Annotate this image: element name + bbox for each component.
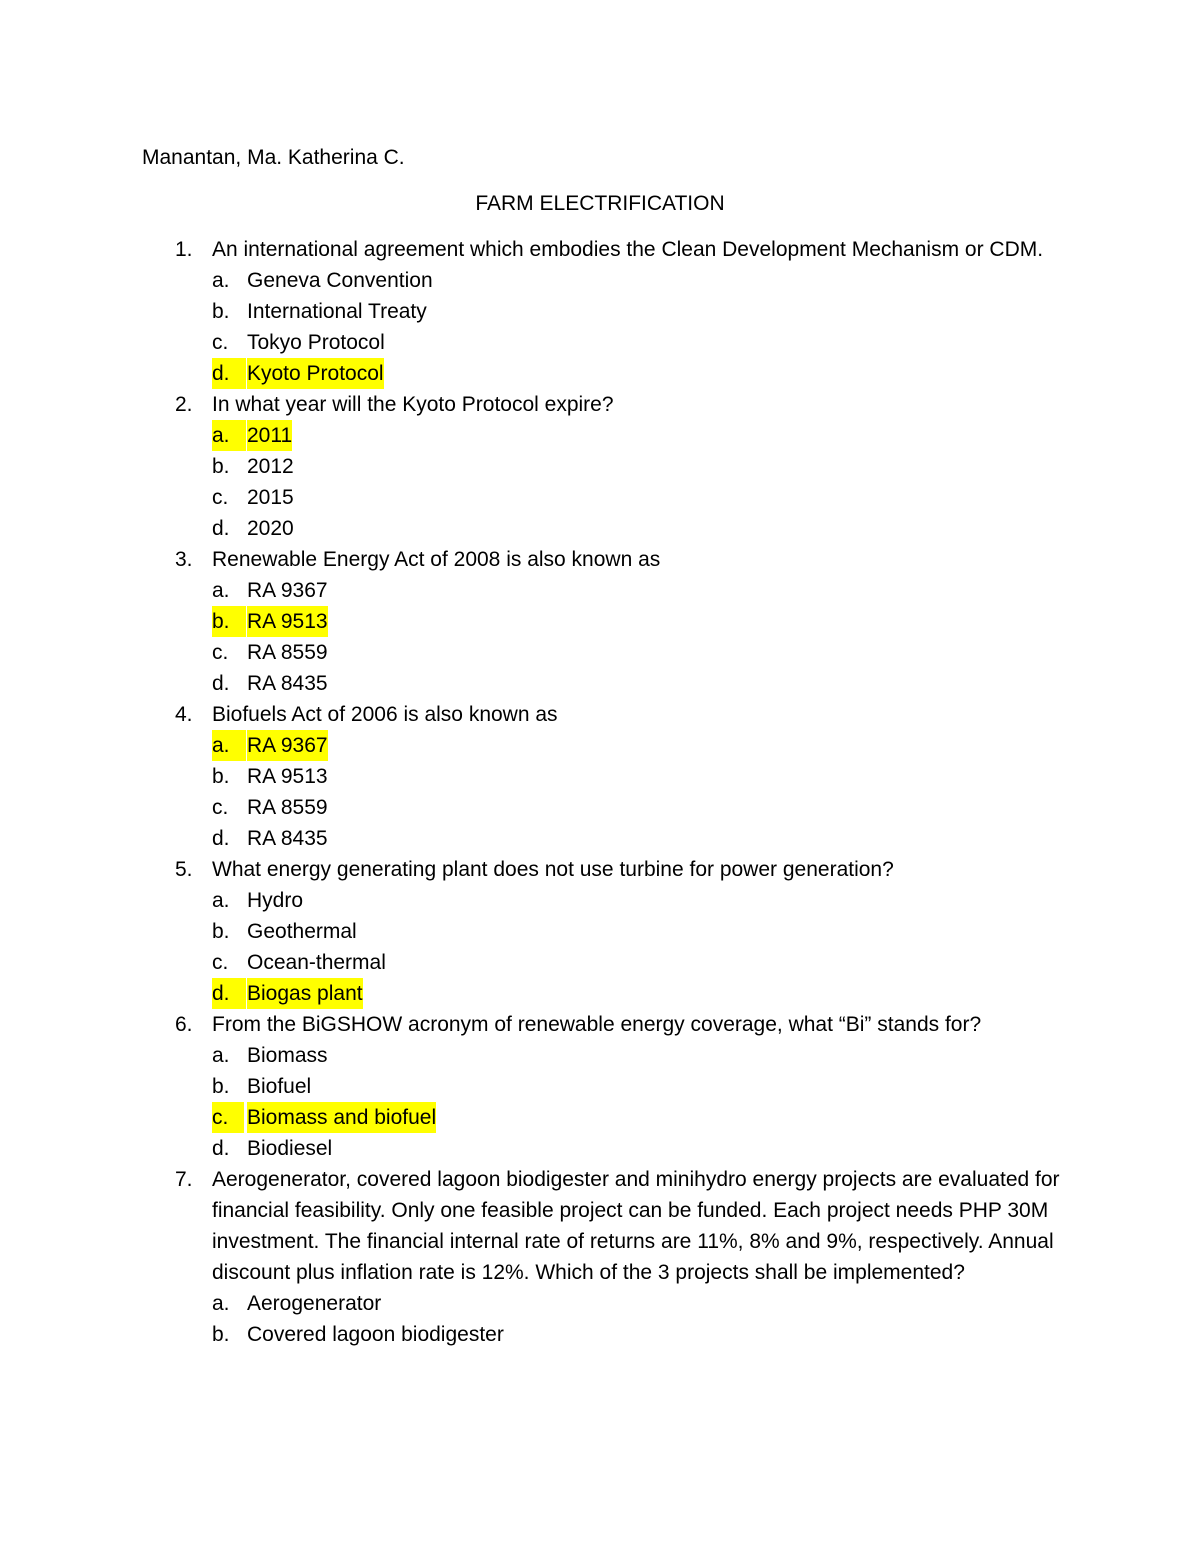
answer-option	[0, 482, 1200, 513]
option-letter: b.	[212, 1075, 230, 1098]
question-text: Aerogenerator, covered lagoon biodigester and minihydro energy projects are evaluated for financial feasibility. Only one feasible project can be funded. Each project needs PHP 30M investment. The financial internal rate of returns are 11%, 8% and 9%, respectively. Annual discount plus inflation rate is 12%. Which of the 3 projects shall be implemented?	[212, 1168, 1060, 1284]
option-text: 2020	[247, 517, 294, 540]
question-stem	[0, 389, 1072, 420]
question-text: An international agreement which embodies the Clean Development Mechanism or CDM.	[212, 238, 1044, 261]
answer-option	[0, 668, 1200, 699]
option-text: RA 8559	[247, 641, 328, 664]
option-text: Biodiesel	[247, 1137, 333, 1160]
answer-option	[0, 1133, 1200, 1164]
question-item	[0, 854, 1200, 1009]
question-item	[0, 544, 1200, 699]
option-text: Biogas plant	[247, 978, 363, 1009]
question-item	[0, 1164, 1200, 1350]
answer-option-highlighted	[0, 978, 1200, 1009]
answer-option	[0, 947, 1200, 978]
option-text: Biomass and biofuel	[247, 1102, 436, 1133]
option-letter: d.	[212, 827, 230, 850]
question-item	[0, 1009, 1200, 1164]
answer-option	[0, 1040, 1200, 1071]
option-letter: c.	[212, 641, 229, 664]
question-list	[0, 234, 1200, 1350]
question-stem	[0, 1164, 1072, 1288]
option-text: International Treaty	[247, 300, 427, 323]
answer-option	[0, 1288, 1200, 1319]
option-text: RA 8435	[247, 827, 328, 850]
option-text: RA 9513	[247, 606, 328, 637]
option-letter: d.	[212, 1137, 230, 1160]
option-letter: b.	[212, 920, 230, 943]
answer-option-highlighted	[0, 606, 1200, 637]
question-item	[0, 699, 1200, 854]
option-text: Geothermal	[247, 920, 357, 943]
answer-option	[0, 1319, 1200, 1350]
option-text: Biofuel	[247, 1075, 312, 1098]
question-number: 6.	[175, 1013, 193, 1036]
option-letter: d.	[212, 358, 246, 389]
answer-option	[0, 823, 1200, 854]
option-text: Ocean-thermal	[247, 951, 386, 974]
answer-option	[0, 451, 1200, 482]
option-text: Biomass	[247, 1044, 328, 1067]
question-stem	[0, 854, 1072, 885]
option-text: RA 9513	[247, 765, 328, 788]
option-letter: d.	[212, 517, 230, 540]
option-letter: b.	[212, 1323, 230, 1346]
option-text: RA 8435	[247, 672, 328, 695]
question-text: From the BiGSHOW acronym of renewable energy coverage, what “Bi” stands for?	[212, 1013, 982, 1036]
option-letter: a.	[212, 579, 230, 602]
option-text: Covered lagoon biodigester	[247, 1323, 504, 1346]
question-stem	[0, 699, 1072, 730]
option-letter: c.	[212, 796, 229, 819]
answer-option	[0, 885, 1200, 916]
option-text: 2012	[247, 455, 294, 478]
option-letter: c.	[212, 1102, 244, 1133]
answer-option	[0, 637, 1200, 668]
option-letter: a.	[212, 420, 246, 451]
option-text: Aerogenerator	[247, 1292, 382, 1315]
option-letter: b.	[212, 606, 246, 637]
question-number: 2.	[175, 393, 193, 416]
option-text: RA 8559	[247, 796, 328, 819]
question-item	[0, 234, 1200, 389]
option-text: RA 9367	[247, 730, 328, 761]
option-letter: b.	[212, 300, 230, 323]
question-text: Renewable Energy Act of 2008 is also known as	[212, 548, 661, 571]
option-letter: b.	[212, 765, 230, 788]
question-stem	[0, 234, 1072, 265]
option-letter: a.	[212, 1044, 230, 1067]
option-letter: d.	[212, 672, 230, 695]
option-text: Kyoto Protocol	[247, 358, 384, 389]
option-text: RA 9367	[247, 579, 328, 602]
question-text: In what year will the Kyoto Protocol expire?	[212, 393, 614, 416]
option-letter: c.	[212, 331, 229, 354]
option-letter: b.	[212, 455, 230, 478]
answer-option	[0, 792, 1200, 823]
answer-option	[0, 1071, 1200, 1102]
answer-option	[0, 327, 1200, 358]
question-stem	[0, 1009, 1072, 1040]
option-letter: a.	[212, 269, 230, 292]
answer-option-highlighted	[0, 358, 1200, 389]
answer-option-highlighted	[0, 420, 1200, 451]
question-text: Biofuels Act of 2006 is also known as	[212, 703, 558, 726]
option-letter: d.	[212, 978, 246, 1009]
author-name: Manantan, Ma. Katherina C.	[142, 146, 405, 169]
question-stem	[0, 544, 1072, 575]
question-item	[0, 389, 1200, 544]
question-number: 4.	[175, 703, 193, 726]
question-number: 7.	[175, 1168, 193, 1191]
answer-option	[0, 296, 1200, 327]
answer-option	[0, 575, 1200, 606]
option-text: Hydro	[247, 889, 304, 912]
answer-option	[0, 265, 1200, 296]
question-number: 1.	[175, 238, 193, 261]
answer-option-highlighted	[0, 1102, 1200, 1133]
question-number: 3.	[175, 548, 193, 571]
option-letter: a.	[212, 730, 246, 761]
option-text: Tokyo Protocol	[247, 331, 385, 354]
question-number: 5.	[175, 858, 193, 881]
option-letter: c.	[212, 486, 229, 509]
option-text: 2011	[247, 420, 292, 451]
option-letter: c.	[212, 951, 229, 974]
answer-option	[0, 513, 1200, 544]
option-letter: a.	[212, 889, 230, 912]
answer-option	[0, 761, 1200, 792]
answer-option	[0, 916, 1200, 947]
option-letter: a.	[212, 1292, 230, 1315]
question-text: What energy generating plant does not use turbine for power generation?	[212, 858, 894, 881]
page-title: FARM ELECTRIFICATION	[475, 192, 725, 215]
option-text: 2015	[247, 486, 294, 509]
option-text: Geneva Convention	[247, 269, 433, 292]
answer-option-highlighted	[0, 730, 1200, 761]
